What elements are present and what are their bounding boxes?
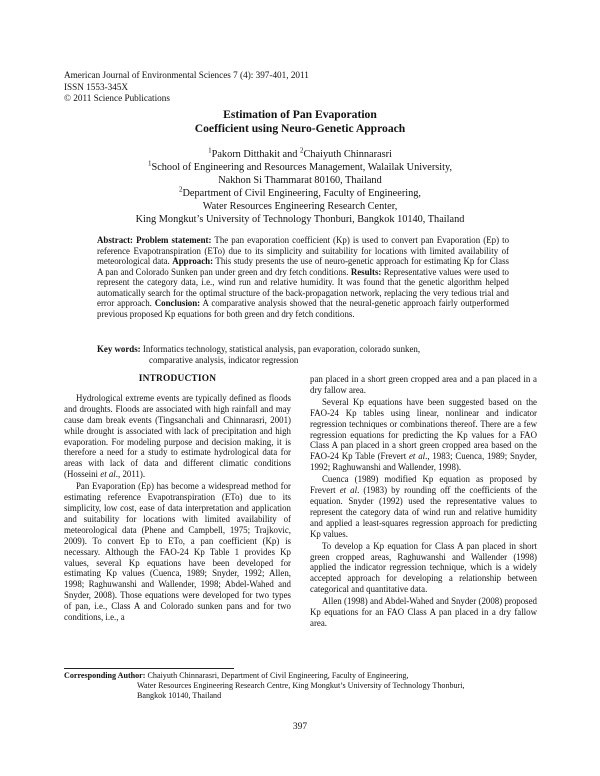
intro-p4-etal: et al bbox=[339, 485, 358, 496]
abstract bbox=[97, 235, 509, 319]
keywords bbox=[97, 344, 509, 365]
approach-text: This study presents the use of neuro-genetic approach for estimating Kp for Class A pan and Colorado Sunken pan under green and dry fetch conditions. bbox=[97, 256, 509, 277]
intro-p3-end: ., 1983; Cuenca, 1989; Snyder, 1992; Raghuwanshi and Wallender, 1998). bbox=[310, 451, 537, 473]
intro-p1-etal: et al bbox=[100, 469, 116, 480]
affiliation-1 bbox=[0, 161, 600, 174]
conclusion-text: A comparative analysis showed that the neural-genetic approach fairly outperformed previous proposed Kp equations for both green and dry fetch conditions. bbox=[97, 298, 509, 319]
intro-p1-text: Hydrological extreme events are typically defined as floods and droughts. Floods are associated with high rainfall and may cause dam break events (Tingsanchali and Chinnarasri, 2001) while drought is associated with lack of precipitation and high evaporation. For modeling purpose and decision making, it is therefore a need for a study to estimate hydrological data for areas with lack of data and different climatic conditions (Hosseini bbox=[64, 392, 291, 480]
title-line-1: Estimation of Pan Evaporation bbox=[223, 108, 377, 121]
issn: ISSN 1553-345X bbox=[64, 81, 129, 92]
keywords-label: Key words: bbox=[97, 344, 141, 354]
footnote-line-1: Chaiyuth Chinnarasri, Department of Civil Engineering, Faculty of Engineering, bbox=[145, 671, 409, 680]
intro-paragraph-5: To develop a Kp equation for Class A pan placed in short green cropped areas, Raghuwanshi and Wallender (1998) applied the indicator regression technique, which is a widely accepted approach for developing a relationship between categorical and quantitative data. bbox=[310, 540, 537, 595]
conclusion-label: Conclusion: bbox=[154, 298, 201, 308]
right-column bbox=[310, 374, 537, 629]
intro-p4-text: Cuenca (1989) modified Kp equation as proposed by Frevert bbox=[310, 474, 537, 496]
author-1: Pakorn Ditthakit and bbox=[211, 149, 300, 160]
affiliation-2-line-1: Department of Civil Engineering, Faculty of Engineering, bbox=[182, 188, 421, 199]
intro-paragraph-2: Pan Evaporation (Ep) has become a widespread method for estimating reference Evapotranspiration (ETo) due to its simplicity, low cost, ease of data interpretation and application and suitability for locations with limited availability of meteorological data (Phene and Campbell, 1975; Trajkovic, 2009). To convert Ep to ETo, a pan coefficient (Kp) is necessary. Although the FAO-24 Kp Table 1 provides Kp values, several Kp equations have been developed for estimating Kp values (Cuenca, 1989; Snyder, 1992; Allen, 1998; Raghuwanshi and Wallender, 1998; Abdel-Wahed and Snyder, 2008). Those equations were developed for two types of pan, i.e., Class A and Colorado sunken pans and for two conditions, i.e., a bbox=[64, 481, 291, 623]
intro-paragraph-1 bbox=[64, 393, 291, 480]
problem-label: Problem statement: bbox=[136, 235, 212, 245]
intro-p4-end: . (1983) by rounding off the coefficients of the equation. Snyder (1992) used the representative values to represent the category data of wind run and relative humidity and applied a least-squares regression approach for predicting Kp values. bbox=[310, 485, 537, 539]
intro-p3-etal: et al bbox=[408, 451, 426, 462]
intro-paragraph-4 bbox=[310, 474, 537, 539]
footnote-label: Corresponding Author: bbox=[64, 671, 146, 680]
copyright: © 2011 Science Publications bbox=[64, 93, 170, 103]
paper-title bbox=[0, 108, 600, 136]
journal-header bbox=[64, 70, 309, 105]
journal-citation: American Journal of Environmental Sciences 7 (4): 397-401, 2011 bbox=[64, 70, 309, 80]
page-number: 397 bbox=[292, 722, 308, 732]
abstract-label: Abstract: bbox=[97, 235, 133, 245]
keywords-line-1: Informatics technology, statistical analysis, pan evaporation, colorado sunken, bbox=[140, 344, 421, 354]
intro-paragraph-2-continued: pan placed in a short green cropped area and a pan placed in a dry fallow area. bbox=[310, 374, 537, 395]
intro-p1-end: ., 2011). bbox=[115, 469, 146, 480]
affiliation-2 bbox=[0, 187, 600, 200]
title-line-2: Coefficient using Neuro-Genetic Approach bbox=[194, 122, 406, 135]
footnote-line-2: Water Resources Engineering Research Centre, King Mongkut’s University of Technology Thonburi, bbox=[137, 681, 465, 690]
affiliation-1-sup: 1 bbox=[147, 159, 152, 168]
problem-text: The pan evaporation coefficient (Kp) is used to convert pan Evaporation (Ep) to reference Evapotranspiration (ETo) due to its simplicity and suitability for locations with limited availability of meteorological data. bbox=[97, 235, 510, 266]
author-2: Chaiyuth Chinnarasri bbox=[303, 149, 392, 160]
intro-paragraph-6: Allen (1998) and Abdel-Wahed and Snyder (2008) proposed Kp equations for an FAO Class A pan placed in a dry fallow area. bbox=[310, 596, 537, 628]
results-text: Representative values were used to represent the category data, i.e., wind run and relative humidity. It was found that the genetic algorithm helped automatically search for the optimal structure of the back-propagation network, replacing the very tedious trial and error approach. bbox=[97, 266, 509, 308]
affiliation-1-line-2: Nakhon Si Thammarat 80160, Thailand bbox=[218, 175, 382, 186]
results-label: Results: bbox=[350, 266, 382, 277]
affiliation-2-line-2: Water Resources Engineering Research Center, bbox=[202, 201, 398, 212]
approach-label: Approach: bbox=[172, 256, 214, 266]
keywords-line-2: comparative analysis, indicator regression bbox=[149, 354, 299, 365]
affiliation-2-sup: 2 bbox=[179, 185, 183, 194]
author-names bbox=[0, 148, 600, 161]
author-2-sup: 2 bbox=[300, 146, 304, 155]
corresponding-author-footnote bbox=[64, 671, 544, 701]
intro-p3-text: Several Kp equations have been suggested based on the FAO-24 Kp tables using linear, nonlinear and indicator regression techniques or combinations thereof. There are a few regression equations for predicting the Kp values for a FAO Class A pan placed in a short green cropped area based on the FAO-24 Kp Table (Frevert bbox=[310, 396, 537, 462]
author-block bbox=[0, 148, 600, 226]
author-1-sup: 1 bbox=[208, 146, 212, 155]
affiliation-2-line-3: King Mongkut’s University of Technology Thonburi, Bangkok 10140, Thailand bbox=[135, 214, 465, 225]
intro-paragraph-3 bbox=[310, 397, 537, 473]
left-column bbox=[64, 374, 291, 623]
footnote-line-3: Bangkok 10140, Thailand bbox=[137, 691, 222, 700]
affiliation-1-line-1: School of Engineering and Resources Management, Walailak University, bbox=[151, 162, 453, 173]
introduction-heading: INTRODUCTION bbox=[138, 374, 217, 384]
footnote-rule bbox=[64, 668, 234, 669]
